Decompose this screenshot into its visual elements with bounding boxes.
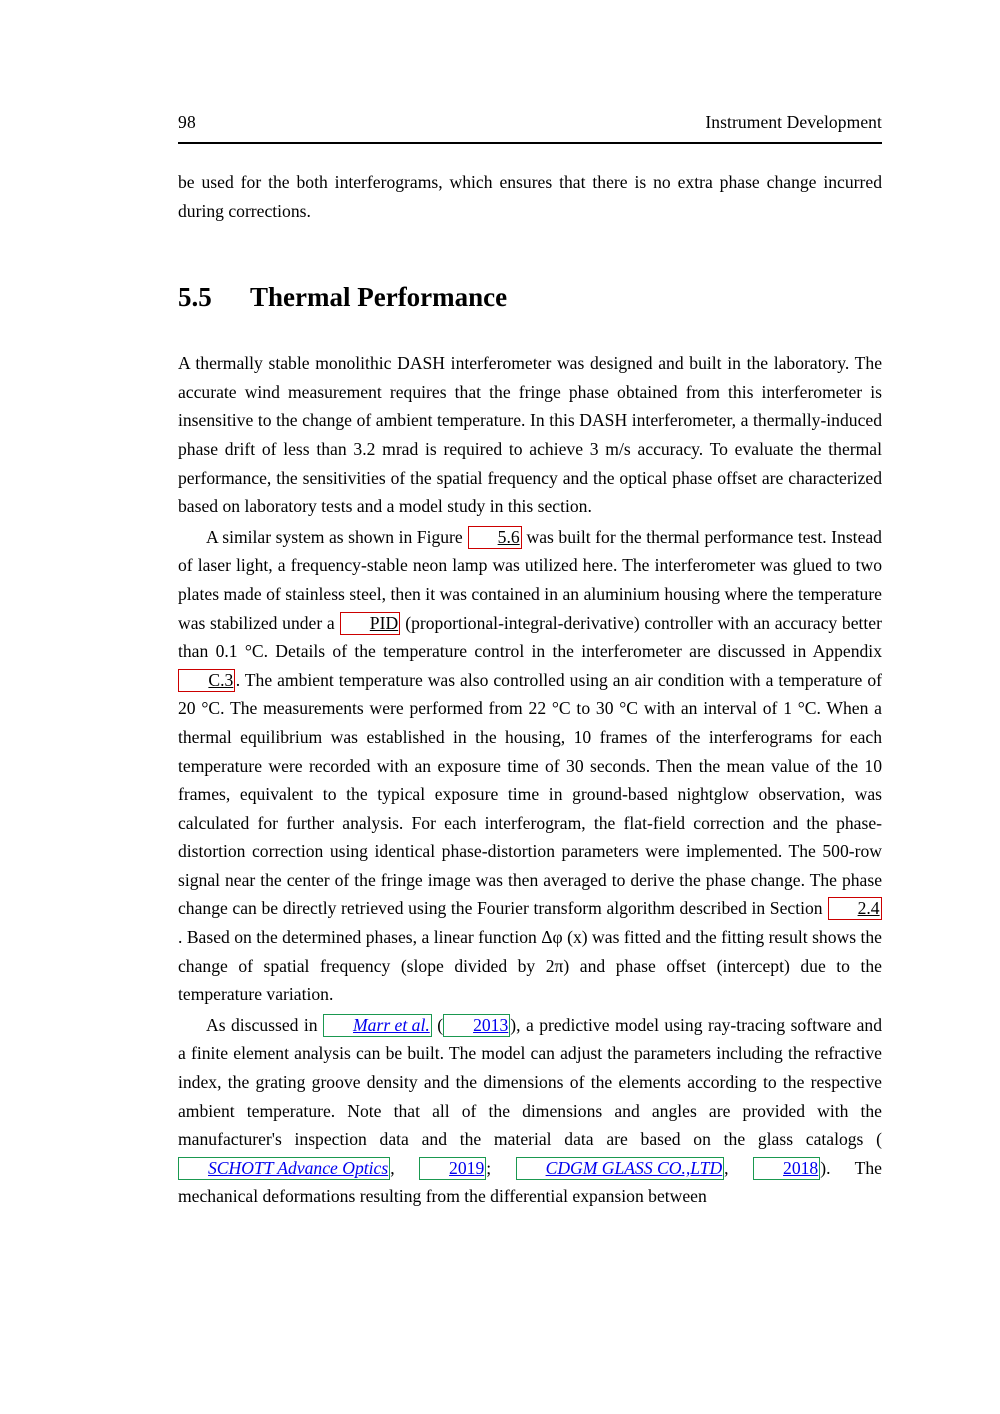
page-header (178, 112, 882, 133)
para2-text-c: (proportional-integral-derivative) controller with an accuracy better than 0.1 °C. Details of the temperature control in the interferometer are discussed in Appendix (178, 612, 882, 662)
citation-sep-2: ; (486, 1157, 492, 1178)
citation-author-cdgm[interactable]: CDGM GLASS CO.,LTD (516, 1157, 725, 1180)
citation-year-2013[interactable]: 2013 (443, 1014, 510, 1037)
para3-text-a: As discussed in (206, 1014, 318, 1035)
para2-text-b: was built for the thermal performance test. Instead of laser light, a frequency-stable neon lamp was utilized here. The interferometer was glued to two plates made of stainless steel, then it was contained in an aluminium housing where the temperature was stabilized under a (178, 526, 882, 633)
figure-reference-link[interactable]: 5.6 (468, 526, 522, 549)
para3-text-b: ), a predictive model using ray-tracing software and a finite element analysis can be built. The model can adjust the parameters including the refractive index, the grating groove density and the dimensions of the elements according to the respective ambient temperature. Note that all of the dimensions and angles are provided with the manufacturer's inspection data and the material data are based on the glass catalogs ( (178, 1014, 882, 1150)
para2-text-d: . The ambient temperature was also controlled using an air condition with a temperature of 20 °C. The measurements were performed from 22 °C to 30 °C with an interval of 1 °C. When a thermal equilibrium was established in the housing, 10 frames of the interferograms for each temperature were recorded with an exposure time of 30 seconds. Then the mean value of the 10 frames, equivalent to the typical exposure time in ground-based nightglow observation, was calculated for further analysis. For each interferogram, the flat-field correction and the phase-distortion correction using identical phase-distortion parameters were implemented. The 500-row signal near the center of the fringe image was then averaged to derive the phase change. The phase change can be directly retrieved using the Fourier transform algorithm described in Section (178, 669, 882, 919)
section-title: Thermal Performance (250, 282, 508, 313)
section-reference-link[interactable]: 2.4 (828, 897, 882, 920)
paren-open: ( (437, 1014, 444, 1035)
running-chapter-title: Instrument Development (705, 112, 882, 132)
page-number: 98 (178, 112, 196, 132)
paragraph-continued: be used for the both interferograms, which ensures that there is no extra phase change incurred during corrections. (178, 172, 882, 221)
page-content (178, 168, 882, 1211)
citation-sep-1: , (390, 1157, 395, 1178)
citation-year-2018[interactable]: 2018 (753, 1157, 820, 1180)
section-heading (178, 281, 882, 313)
citation-author-schott[interactable]: SCHOTT Advance Optics (178, 1157, 390, 1180)
section-number: 5.5 (178, 282, 212, 313)
appendix-reference-link[interactable]: C.3 (178, 669, 235, 692)
para2-text-a: A similar system as shown in Figure (206, 526, 463, 547)
citation-sep-3: , (724, 1157, 729, 1178)
paragraph-1: A thermally stable monolithic DASH interferometer was designed and built in the laboratory. The accurate wind measurement requires that the fringe phase obtained from this interferometer is insensitive to the change of ambient temperature. In this DASH interferometer, a thermally-induced phase drift of less than 3.2 mrad is required to achieve 3 m/s accuracy. To evaluate the thermal performance, the sensitivities of the spatial frequency and the optical phase offset are characterized based on laboratory tests and a model study in this section. (178, 353, 882, 517)
citation-author-marr[interactable]: Marr et al. (323, 1014, 432, 1037)
para3-text-c: ). The mechanical deformations resulting from the differential expansion between (178, 1157, 882, 1207)
citation-year-2019[interactable]: 2019 (419, 1157, 486, 1180)
header-rule (178, 142, 882, 144)
paragraph-3 (178, 1011, 882, 1211)
para2-text-e: . Based on the determined phases, a linear function Δφ (x) was fitted and the fitting result shows the change of spatial frequency (slope divided by 2π) and phase offset (intercept) due to the temperature variation. (178, 927, 882, 1005)
pid-acronym-link[interactable]: PID (340, 612, 400, 635)
paragraph-2 (178, 523, 882, 1009)
